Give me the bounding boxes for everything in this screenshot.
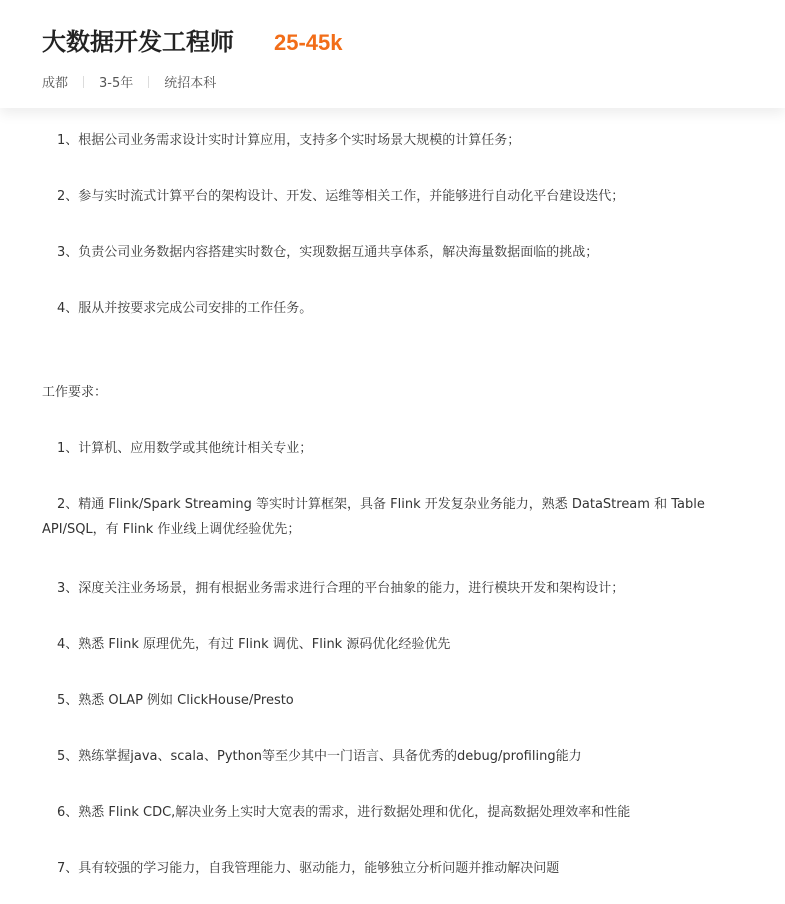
job-meta	[42, 72, 216, 91]
salary-range: 25-45k	[274, 30, 343, 55]
job-header	[0, 0, 785, 108]
duty-item: 1、根据公司业务需求设计实时计算应用，支持多个实时场景大规模的计算任务；	[57, 133, 521, 148]
duty-item: 4、服从并按要求完成公司安排的工作任务。	[57, 301, 313, 316]
requirement-item: 3、深度关注业务场景，拥有根据业务需求进行合理的平台抽象的能力，进行模块开发和架构设计；	[57, 581, 625, 596]
job-education: 统招本科	[164, 76, 217, 91]
duty-item: 2、参与实时流式计算平台的架构设计、开发、运维等相关工作，并能够进行自动化平台建设迭代；	[57, 189, 625, 204]
requirement-item: 1、计算机、应用数学或其他统计相关专业；	[57, 441, 313, 456]
requirement-item: 5、熟悉 OLAP 例如 ClickHouse/Presto	[57, 693, 294, 708]
meta-divider	[83, 76, 84, 88]
title-row	[42, 22, 343, 57]
job-location: 成都	[42, 76, 69, 91]
job-experience: 3-5年	[99, 76, 134, 91]
requirements-heading: 工作要求：	[42, 385, 108, 400]
meta-divider	[148, 76, 149, 88]
duty-item: 3、负责公司业务数据内容搭建实时数仓，实现数据互通共享体系，解决海量数据面临的挑战；	[57, 245, 599, 260]
requirement-item: 4、熟悉 Flink 原理优先，有过 Flink 调优、Flink 源码优化经验优先	[57, 637, 451, 652]
requirement-item: 7、具有较强的学习能力，自我管理能力、驱动能力，能够独立分析问题并推动解决问题	[57, 861, 560, 876]
requirement-item: 2、精通 Flink/Spark Streaming 等实时计算框架，具备 Flink 开发复杂业务能力，熟悉 DataStream 和 Table API/SQL，有 Flink 作业线上调优经验优先；	[42, 497, 705, 537]
requirement-item: 5、熟练掌握java、scala、Python等至少其中一门语言、具备优秀的debug/profiling能力	[57, 749, 582, 764]
requirement-item: 6、熟悉 Flink CDC,解决业务上实时大宽表的需求，进行数据处理和优化，提高数据处理效率和性能	[57, 805, 631, 820]
job-title: 大数据开发工程师	[42, 28, 234, 56]
